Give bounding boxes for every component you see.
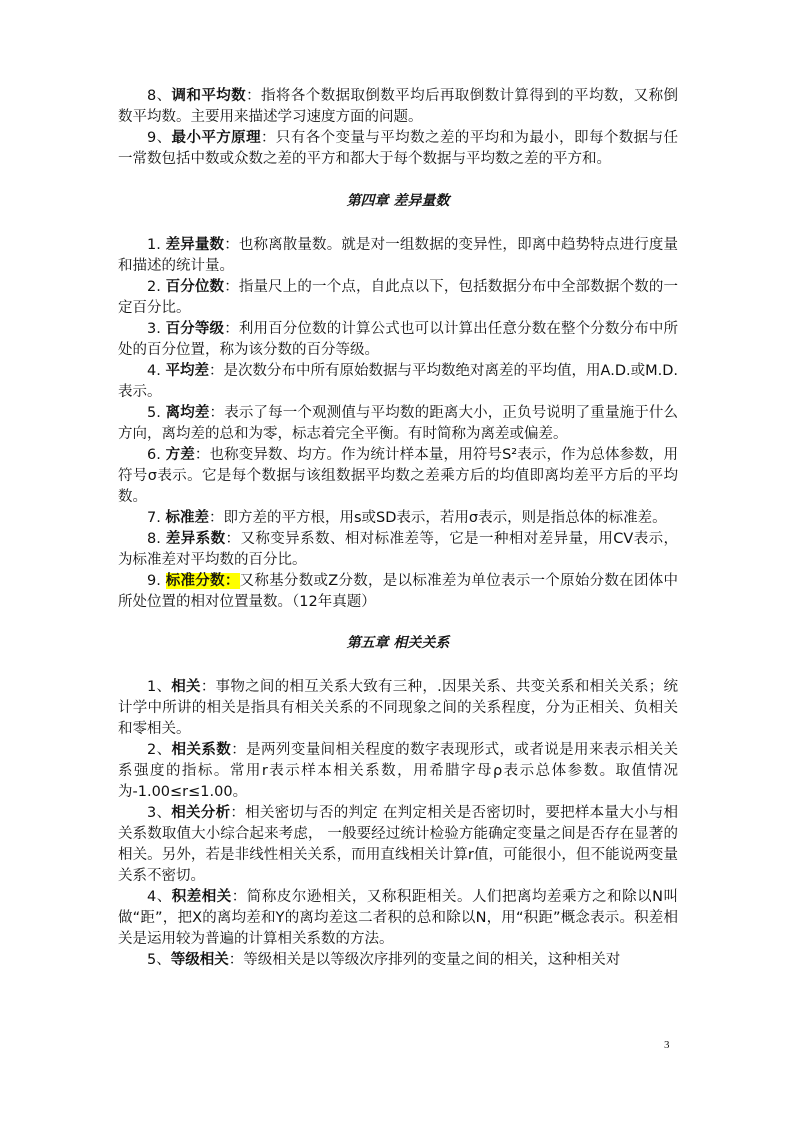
item-term: 相关 [171, 679, 201, 695]
item-number: 7. [147, 510, 161, 526]
item-term: 积差相关 [171, 889, 232, 905]
chapter5-item [118, 740, 678, 803]
item-definition: ：也称变异数、均方。作为统计样本量，用符号S²表示，作为总体参数，用符号σ表示。它是每个数据与该组数据平均数之差乘方后的均值即离均差平方后的平均数。 [118, 447, 679, 505]
item-number: 9. [147, 573, 161, 589]
item-definition: 又称基分数或Z分数，是以标准差为单位表示一个原始分数在团体中所处位置的相对位置量数。（12年真题） [118, 573, 679, 610]
item-definition: ：是次数分布中所有原始数据与平均数绝对离差的平均值，用A.D.或M.D.表示。 [118, 363, 679, 400]
item-number: 8. [147, 531, 161, 547]
item-definition: ：只有各个变量与平均数之差的平均和为最小，即每个数据与任一常数包括中数或众数之差的平方和都大于每个数据与平均数之差的平方和。 [118, 130, 679, 167]
item-definition: ：又称变异系数、相对标准差等，它是一种相对差异量，用CV表示，为标准差对平均数的百分比。 [118, 531, 679, 568]
item-number: 5. [147, 405, 161, 421]
chapter5-item [118, 887, 678, 950]
item-number: 6. [147, 447, 161, 463]
chapter4-item [118, 319, 678, 361]
item-definition: ：等级相关是以等级次序排列的变量之间的相关，这种相关对 [228, 952, 621, 968]
item-term: 最小平方原理 [171, 130, 261, 146]
page-number: 3 [664, 1039, 670, 1051]
chapter4-item [118, 508, 678, 529]
item-number: 5、 [147, 952, 171, 968]
item-definition: ：利用百分位数的计算公式也可以计算出任意分数在整个分数分布中所处的百分位置，称为该分数的百分等级。 [118, 321, 679, 358]
item-term: 相关分析 [171, 805, 231, 821]
item-term: 调和平均数 [171, 88, 247, 104]
item-term: 差异量数 [165, 237, 225, 253]
item-definition: ：指量尺上的一个点，自此点以下，包括数据分布中全部数据个数的一定百分比。 [118, 279, 679, 316]
item-definition: ：事物之间的相互关系大致有三种，.因果关系、共变关系和相关关系；统计学中所讲的相关是指具有相关关系的不同现象之间的关系程度，分为正相关、负相关和零相关。 [118, 679, 679, 737]
chapter4-item [118, 529, 678, 571]
item-term: 百分等级 [165, 321, 225, 337]
chapter5-item [118, 950, 678, 971]
item-term: 方差 [165, 447, 195, 463]
chapter4-item [118, 403, 678, 445]
chapter4-item [118, 235, 678, 277]
chapter5-item [118, 803, 678, 887]
item-definition: ：也称离散量数。就是对一组数据的变异性，即离中趋势特点进行度量和描述的统计量。 [118, 237, 679, 274]
item-number: 1、 [147, 679, 172, 695]
item-term: 离均差 [165, 405, 210, 421]
intro-item-harmonic-mean [118, 86, 678, 128]
item-number: 3、 [147, 805, 172, 821]
item-number: 1. [147, 237, 161, 253]
item-term: 平均差 [165, 363, 209, 379]
chapter5-item [118, 677, 678, 740]
page-content [118, 86, 678, 971]
chapter-4-heading: 第四章 差异量数 [346, 193, 450, 209]
intro-item-least-squares [118, 128, 678, 170]
item-term: 差异系数 [165, 531, 226, 547]
item-number: 8、 [147, 88, 172, 104]
item-definition: ：是两列变量间相关程度的数字表现形式，或者说是用来表示相关关系强度的指标。常用r表示样本相关系数，用希腊字母ρ表示总体参数。取值情况为-1.00≤r≤1.00。 [118, 742, 679, 800]
chapter4-item [118, 445, 678, 508]
chapter4-item [118, 571, 678, 613]
item-number: 9、 [147, 130, 172, 146]
highlighted-term: 标准分数： [165, 573, 240, 589]
item-definition: ：相关密切与否的判定 在判定相关是否密切时，要把样本量大小与相关系数取值大小综合起来考虑， 一般要经过统计检验方能确定变量之间是否存在显著的相关。另外，若是非线性相关关系，而用直线相关计算r值，可能很小，但不能说两变量关系不密切。 [118, 805, 678, 884]
item-number: 2、 [147, 742, 172, 758]
item-definition: ：表示了每一个观测值与平均数的距离大小，正负号说明了重量施于什么方向，离均差的总和为零，标志着完全平衡。有时简称为离差或偏差。 [118, 405, 679, 442]
item-number: 2. [147, 279, 161, 295]
chapter-5-heading: 第五章 相关关系 [346, 635, 450, 651]
item-number: 4. [147, 363, 161, 379]
item-number: 3. [147, 321, 161, 337]
item-number: 4、 [147, 889, 172, 905]
item-term: 标准差 [165, 510, 209, 526]
item-definition: ：即方差的平方根，用s或SD表示，若用σ表示，则是指总体的标准差。 [208, 510, 667, 526]
item-term: 百分位数 [165, 279, 225, 295]
item-definition: ：简称皮尔逊相关，又称积距相关。人们把离均差乘方之和除以N叫做“距”，把X的离均差和Y的离均差这二者积的总和除以N，用“积距”概念表示。积差相关是运用较为普遍的计算相关系数的方法。 [118, 889, 678, 947]
chapter4-item [118, 277, 678, 319]
item-term: 等级相关 [170, 952, 229, 968]
item-term: 相关系数 [171, 742, 232, 758]
chapter4-item [118, 361, 678, 403]
item-definition: ：指将各个数据取倒数平均后再取倒数计算得到的平均数，又称倒数平均数。主要用来描述学习速度方面的问题。 [118, 88, 679, 125]
